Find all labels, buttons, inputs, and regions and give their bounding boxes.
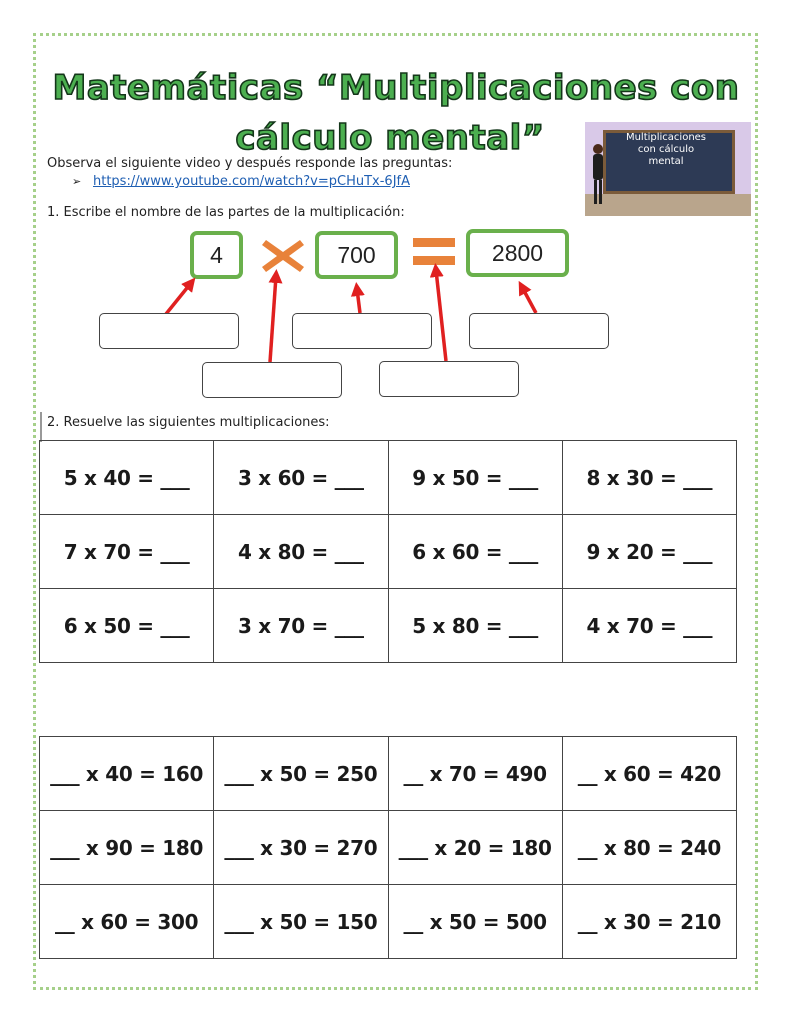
divider-line [40,412,42,442]
factor-1-box: 4 [190,231,243,279]
answer-box-equals[interactable] [379,361,519,397]
answer-box-times[interactable] [202,362,342,398]
title-line-2: cálculo mental” [235,118,545,158]
answer-box-factor-2[interactable] [292,313,432,349]
question-2: 2. Resuelve las siguientes multiplicaciones: [47,415,330,430]
exercise-cell[interactable]: ___ x 50 = 250 [214,737,388,811]
exercise-cell[interactable]: 9 x 50 = ___ [388,441,562,515]
table-row [40,441,737,515]
arrow-bullet-icon: ➢ [72,175,82,188]
question-1: 1. Escribe el nombre de las partes de la multiplicación: [47,205,405,220]
table-row [40,589,737,663]
title-line-1: Matemáticas “Multiplicaciones con [52,68,740,108]
exercise-cell[interactable]: ___ x 50 = 150 [214,885,388,959]
arrow-product [522,287,536,313]
arrow-times [270,276,276,362]
thumbnail-text-line-3: mental [648,156,684,167]
arrow-equals [436,270,446,361]
table-row [40,737,737,811]
table-row [40,885,737,959]
answer-box-factor-1[interactable] [99,313,239,349]
arrow-factor-2 [357,289,360,313]
exercise-cell[interactable]: 3 x 70 = ___ [214,589,388,663]
exercise-table-1 [39,440,737,663]
exercise-cell[interactable]: 9 x 20 = ___ [562,515,736,589]
exercise-cell[interactable]: 8 x 30 = ___ [562,441,736,515]
exercise-cell[interactable]: __ x 80 = 240 [562,811,736,885]
instruction-text: Observa el siguiente video y después responde las preguntas: [47,156,453,171]
arrow-factor-1 [166,283,191,314]
exercise-table-2 [39,736,737,959]
answer-box-product[interactable] [469,313,609,349]
video-link[interactable]: https://www.youtube.com/watch?v=pCHuTx-6JfA [93,174,410,189]
exercise-cell[interactable]: ___ x 30 = 270 [214,811,388,885]
factor-2-box: 700 [315,231,398,279]
exercise-cell[interactable]: ___ x 40 = 160 [40,737,214,811]
table-row [40,515,737,589]
thumbnail-text-line-1: Multiplicaciones [625,132,707,143]
exercise-cell[interactable]: __ x 60 = 420 [562,737,736,811]
exercise-cell[interactable]: __ x 60 = 300 [40,885,214,959]
exercise-cell[interactable]: 7 x 70 = ___ [40,515,214,589]
exercise-cell[interactable]: __ x 30 = 210 [562,885,736,959]
thumbnail-text-line-2: con cálculo [637,144,695,155]
product-box: 2800 [466,229,569,277]
exercise-cell[interactable]: __ x 50 = 500 [388,885,562,959]
exercise-cell[interactable]: 6 x 60 = ___ [388,515,562,589]
table-row [40,811,737,885]
exercise-cell[interactable]: ___ x 20 = 180 [388,811,562,885]
exercise-cell[interactable]: 5 x 80 = ___ [388,589,562,663]
exercise-cell[interactable]: ___ x 90 = 180 [40,811,214,885]
exercise-cell[interactable]: 4 x 70 = ___ [562,589,736,663]
exercise-cell[interactable]: 6 x 50 = ___ [40,589,214,663]
exercise-cell[interactable]: 4 x 80 = ___ [214,515,388,589]
exercise-cell[interactable]: 5 x 40 = ___ [40,441,214,515]
exercise-cell[interactable]: 3 x 60 = ___ [214,441,388,515]
exercise-cell[interactable]: __ x 70 = 490 [388,737,562,811]
